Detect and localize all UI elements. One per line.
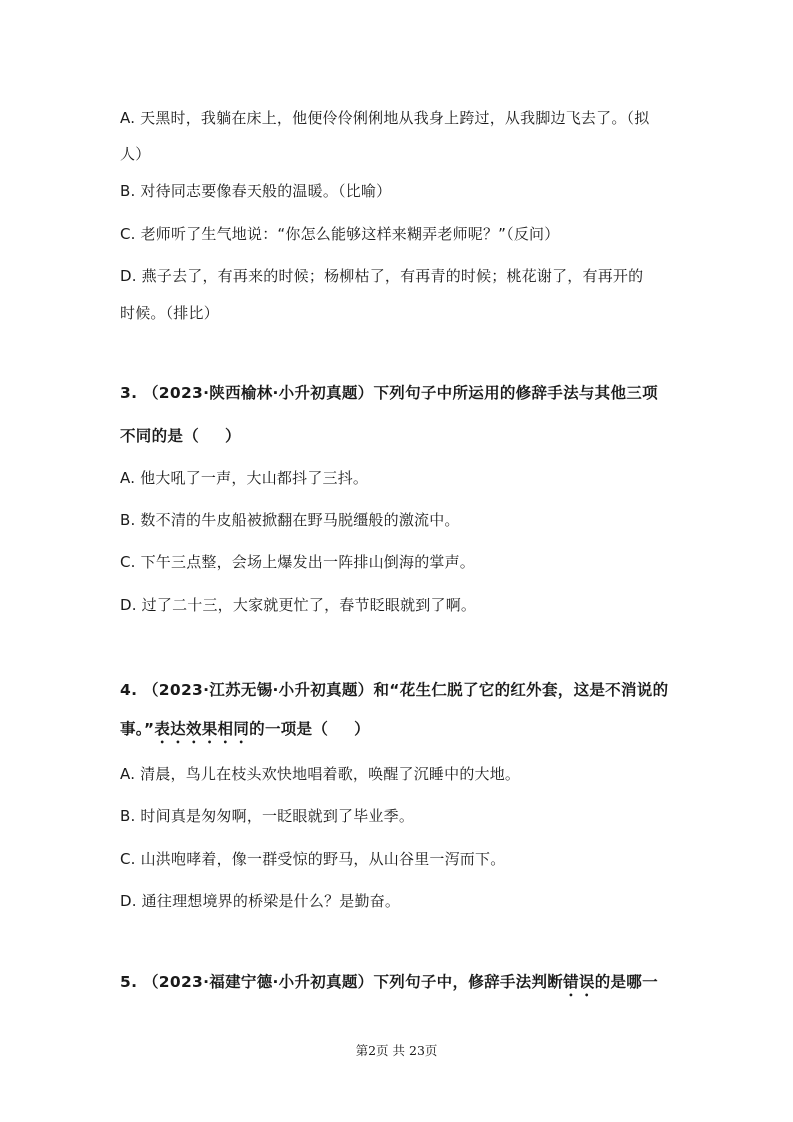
q2-option-c: C. 老师听了生气地说：“你怎么能够这样来糊弄老师呢？”（反问）	[120, 225, 560, 243]
q4-option-a: A. 清晨，鸟儿在枝头欢快地唱着歌，唤醒了沉睡中的大地。	[120, 765, 521, 783]
q2-option-b: B. 对待同志要像春天般的温暖。（比喻）	[120, 182, 392, 200]
q2-option-a-line1: A. 天黑时，我躺在床上，他便伶伶俐俐地从我身上跨过，从我脚边飞去了。（拟	[120, 109, 650, 127]
q4-option-d: D. 通往理想境界的桥梁是什么？是勤奋。	[120, 892, 401, 910]
q3-option-a: A. 他大吼了一声，大山都抖了三抖。	[120, 469, 369, 487]
q3-stem-line2-close: ）	[225, 427, 241, 445]
q3-option-c: C. 下午三点整，会场上爆发出一阵排山倒海的掌声。	[120, 553, 476, 571]
q3-stem-line2	[120, 426, 241, 446]
q5-emphasized-word: 错误	[563, 973, 595, 991]
q5-stem-line1	[120, 972, 658, 1000]
q4-stem-line2	[120, 719, 370, 747]
q3-option-d: D. 过了二十三，大家就更忙了，春节眨眼就到了啊。	[120, 596, 477, 614]
q5-stem-end: 的是哪一	[594, 973, 658, 991]
q3-option-b: B. 数不清的牛皮船被掀翻在野马脱缰般的激流中。	[120, 511, 460, 529]
q3-stem-line2-text: 不同的是（	[120, 427, 200, 445]
q2-option-d-line1: D. 燕子去了，有再来的时候；杨柳枯了，有再青的时候；桃花谢了，有再开的	[120, 267, 644, 285]
q4-option-c: C. 山洪咆哮着，像一群受惊的野马，从山谷里一泻而下。	[120, 850, 506, 868]
q3-stem-line1: 3. （2023·陕西榆林·小升初真题）下列句子中所运用的修辞手法与其他三项	[120, 384, 658, 402]
q4-stem-line2-close: ）	[354, 720, 370, 738]
q4-stem-line2-mid: 的一项是（	[249, 720, 329, 738]
q5-stem-start: 5. （2023·福建宁德·小升初真题）下列句子中，修辞手法判断	[120, 973, 564, 991]
page-footer: 第2页 共 23页	[355, 1043, 438, 1058]
q4-stem-line2-start: 事。”	[120, 720, 155, 738]
q4-option-b: B. 时间真是匆匆啊，一眨眼就到了毕业季。	[120, 807, 415, 825]
q4-stem-line1: 4. （2023·江苏无锡·小升初真题）和“花生仁脱了它的红外套，这是不消说的	[120, 681, 669, 699]
q2-option-d-line2: 时候。（排比）	[120, 304, 219, 322]
q4-emphasized-phrase: 表达效果相同	[154, 720, 250, 738]
q2-option-a-line2: 人）	[120, 145, 151, 163]
